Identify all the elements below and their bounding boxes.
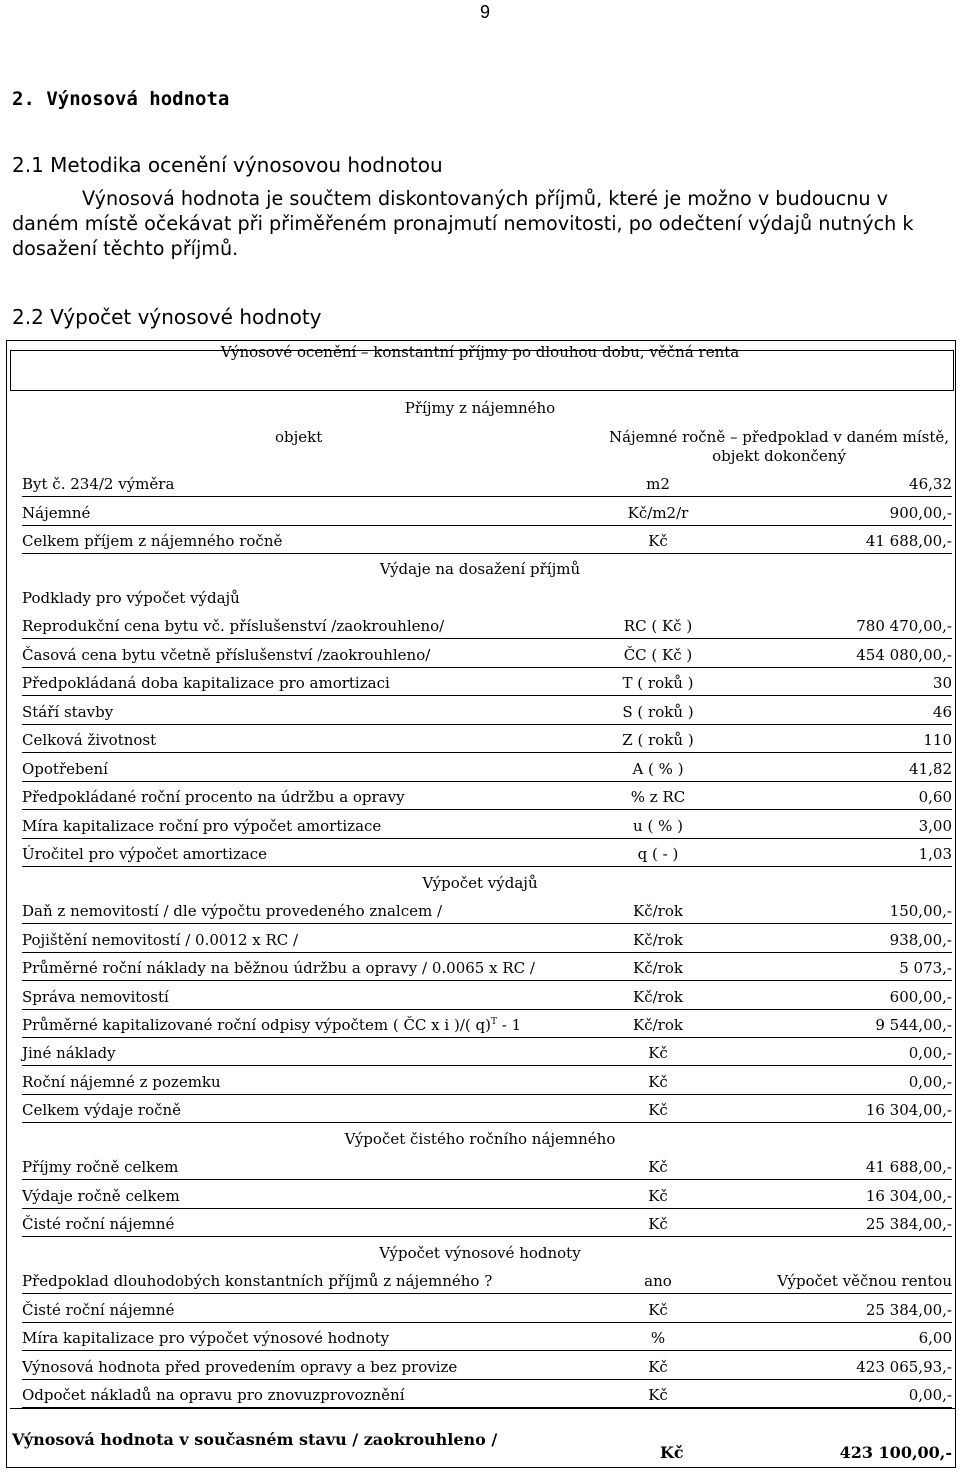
row-value: 41 688,00,- [865, 1158, 952, 1176]
row-unit: u ( % ) [633, 816, 683, 835]
row-label: Výnosová hodnota před provedením opravy a bez provize [22, 1357, 458, 1376]
row-value: 25 384,00,- [865, 1300, 952, 1319]
row-value: 16 304,00,- [865, 1186, 952, 1205]
row-value: 25 384,00,- [865, 1215, 952, 1233]
row-unit: Kč [648, 1186, 668, 1205]
table-row-amortization [0, 1011, 960, 1039]
calc-expenses-header: Výpočet výdajů [422, 874, 538, 892]
row-label: Reprodukční cena bytu vč. příslušenství /zaokrouhleno/ [22, 617, 445, 635]
row-unit: Kč [648, 1072, 668, 1091]
table-row [0, 755, 960, 783]
row-value: 900,00,- [889, 503, 952, 522]
table-row [0, 1296, 960, 1324]
row-unit: S ( roků ) [622, 702, 694, 721]
table-row [0, 1039, 960, 1067]
table-row [0, 669, 960, 697]
row-value: 41,82 [909, 759, 952, 778]
row-label: Jiné náklady [22, 1044, 116, 1062]
table-row [0, 812, 960, 840]
row-unit: Kč/rok [633, 930, 683, 949]
final-value-label: Výnosová hodnota v současném stavu / zaokrouhleno / [12, 1430, 498, 1449]
row-value: 0,00,- [908, 1044, 952, 1062]
table-row [0, 897, 960, 925]
row-value: 780 470,00,- [856, 617, 952, 635]
row-unit: Kč [648, 1044, 668, 1062]
row-unit: Kč [648, 1101, 668, 1119]
table-row [0, 698, 960, 726]
row-label: Čisté roční nájemné [22, 1215, 175, 1233]
row-label: Celkem příjem z nájemného ročně [22, 532, 283, 550]
row-value: 41 688,00,- [865, 532, 952, 550]
row-unit: % z RC [630, 788, 686, 806]
methodology-paragraph: Výnosová hodnota je součtem diskontovaných příjmů, které je možno v budoucnu v daném místě očekávat při přiměřeném pronajmutí nemovitosti, po odečtení výdajů nutných k dosažení těchto příjmů. [12, 187, 914, 260]
table-row [0, 641, 960, 669]
table-row [0, 1182, 960, 1210]
table-row [0, 983, 960, 1011]
row-unit: Kč [648, 532, 668, 550]
row-label: Průměrné roční náklady na běžnou údržbu a opravy / 0.0065 x RC / [22, 959, 535, 977]
row-unit: Z ( roků ) [622, 731, 694, 749]
row-unit: Kč [648, 1300, 668, 1319]
row-value: 0,00,- [908, 1072, 952, 1091]
table-row [0, 926, 960, 954]
row-label: Předpokládané roční procento na údržbu a opravy [22, 788, 405, 806]
income-header: Příjmy z nájemného [404, 399, 556, 417]
row-label: Průměrné kapitalizované roční odpisy výpočtem ( ČC x i )/( q)$^T$ - 1 [22, 1016, 522, 1034]
row-label: Byt č. 234/2 výměra [22, 475, 175, 493]
object-header: objekt [275, 428, 323, 446]
row-label: Předpoklad dlouhodobých konstantních příjmů z nájemného ? [22, 1272, 493, 1290]
subsection-title-calculation: 2.2 Výpočet výnosové hodnoty [12, 305, 322, 329]
table-row [0, 1381, 960, 1409]
row-value: 150,00,- [889, 902, 952, 920]
row-value: 1,03 [918, 845, 952, 863]
section-title: 2. Výnosová hodnota [12, 88, 230, 110]
row-label: Míra kapitalizace pro výpočet výnosové hodnoty [22, 1329, 390, 1347]
row-label: Odpočet nákladů na opravu pro znovuzprovoznění [22, 1386, 405, 1404]
table-row [0, 726, 960, 754]
row-unit: Kč/rok [633, 902, 683, 920]
table-row [0, 499, 960, 527]
row-value: 46,32 [909, 475, 952, 493]
row-unit: Kč [648, 1357, 668, 1376]
yield-header: Výpočet výnosové hodnoty [379, 1244, 581, 1262]
row-unit: Kč [648, 1215, 668, 1233]
row-value: 9 544,00,- [875, 1016, 952, 1034]
basis-header: Podklady pro výpočet výdajů [22, 589, 240, 607]
row-unit: m2 [646, 475, 670, 493]
table-row [0, 1324, 960, 1352]
table-row [0, 1068, 960, 1096]
row-label: Celková životnost [22, 731, 157, 749]
row-value: 5 073,- [899, 959, 952, 977]
row-value: 110 [923, 731, 952, 749]
row-value: 46 [932, 702, 952, 721]
row-unit: Kč/rok [633, 987, 683, 1006]
net-rent-header: Výpočet čistého ročního nájemného [344, 1130, 616, 1148]
row-unit: T ( roků ) [622, 674, 694, 692]
row-value: 16 304,00,- [865, 1101, 952, 1119]
row-unit: q ( - ) [637, 845, 679, 863]
row-label: Daň z nemovitostí / dle výpočtu provedeného znalcem / [22, 902, 443, 920]
table-row [0, 612, 960, 640]
row-label: Správa nemovitostí [22, 987, 169, 1006]
row-value: 423 065,93,- [856, 1357, 952, 1376]
row-label: Celkem výdaje ročně [22, 1101, 182, 1119]
row-label: Nájemné [22, 503, 91, 522]
table-row [0, 527, 960, 555]
row-unit: Kč [648, 1386, 668, 1404]
row-value: 30 [932, 674, 952, 692]
row-label: Předpokládaná doba kapitalizace pro amortizaci [22, 674, 390, 692]
table-row [0, 1096, 960, 1124]
table-row [0, 954, 960, 982]
row-value: 600,00,- [889, 987, 952, 1006]
row-unit: Kč/rok [633, 1016, 683, 1034]
row-label: Pojištění nemovitostí / 0.0012 x RC / [22, 930, 299, 949]
row-label: Časová cena bytu včetně příslušenství /zaokrouhleno/ [22, 645, 431, 664]
table-row [0, 1353, 960, 1381]
row-unit: Kč/m2/r [627, 503, 689, 522]
row-label: Stáří stavby [22, 702, 114, 721]
table-row [0, 783, 960, 811]
row-label: Čisté roční nájemné [22, 1300, 175, 1319]
table-row [0, 1210, 960, 1238]
final-value: 423 100,00,- [839, 1443, 952, 1462]
table-row [0, 1153, 960, 1181]
rent-header-line1: Nájemné ročně – předpoklad v daném místě, [608, 428, 950, 446]
rent-header-line2: objekt dokončený [712, 447, 846, 465]
row-value: 3,00 [918, 816, 952, 835]
row-value: Výpočet věčnou rentou [777, 1272, 952, 1290]
row-value: 6,00 [918, 1329, 952, 1347]
final-value-unit: Kč [660, 1443, 684, 1462]
row-label: Příjmy ročně celkem [22, 1158, 179, 1176]
row-label: Úročitel pro výpočet amortizace [22, 845, 268, 863]
row-value: 454 080,00,- [856, 645, 952, 664]
subsection-title-methodology: 2.1 Metodika ocenění výnosovou hodnotou [12, 153, 443, 177]
expenses-header: Výdaje na dosažení příjmů [379, 560, 581, 578]
row-unit: ČC ( Kč ) [623, 645, 693, 664]
row-label: Roční nájemné z pozemku [22, 1072, 221, 1091]
row-label: Míra kapitalizace roční pro výpočet amortizace [22, 816, 382, 835]
row-value: 0,00,- [908, 1386, 952, 1404]
row-unit: % [650, 1329, 666, 1347]
row-unit: ano [644, 1272, 672, 1290]
row-unit: Kč [648, 1158, 668, 1176]
table-row [0, 840, 960, 868]
page-number: 9 [479, 2, 490, 22]
table-row [0, 1267, 960, 1295]
row-label: Výdaje ročně celkem [22, 1186, 180, 1205]
row-value: 938,00,- [889, 930, 952, 949]
row-unit: A ( % ) [632, 759, 684, 778]
table-row [0, 470, 960, 498]
table-caption: Výnosové ocenění – konstantní příjmy po dlouhou dobu, věčná renta [220, 343, 740, 361]
row-unit: Kč/rok [633, 959, 683, 977]
row-label: Opotřebení [22, 759, 108, 778]
row-value: 0,60 [918, 788, 952, 806]
row-unit: RC ( Kč ) [623, 617, 693, 635]
